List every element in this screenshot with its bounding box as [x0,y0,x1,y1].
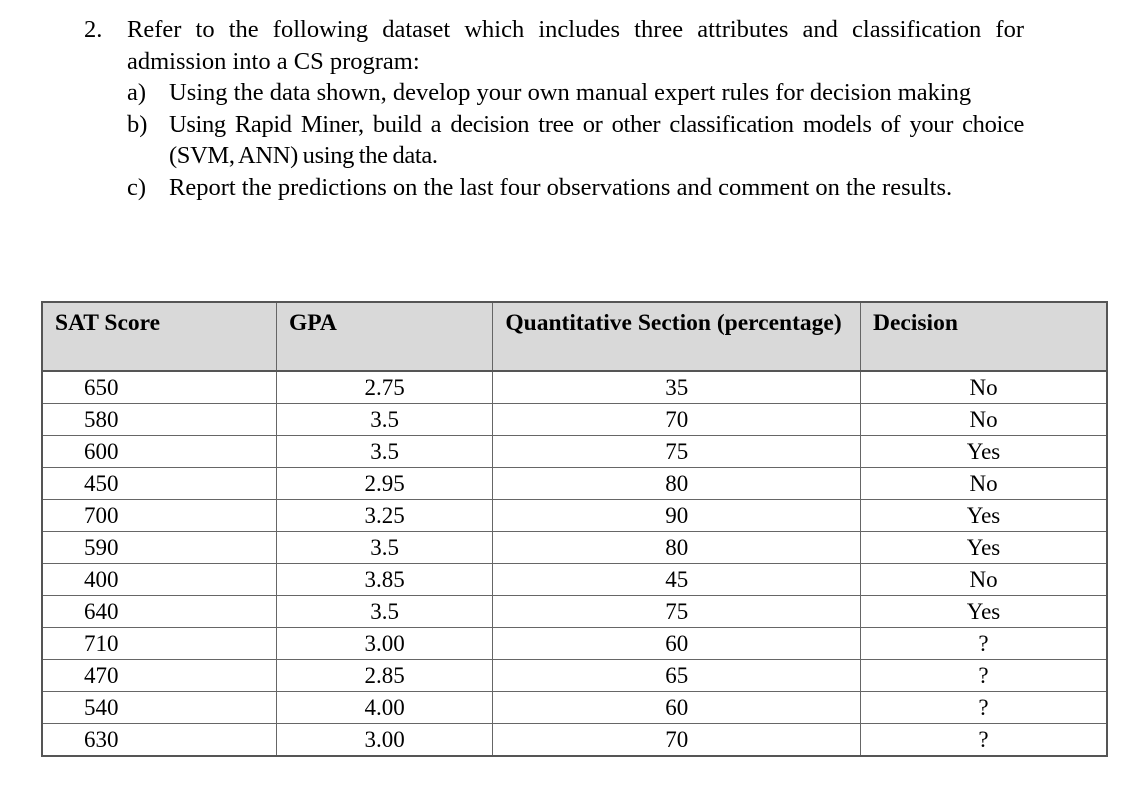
cell-sat: 590 [42,532,276,564]
cell-decision: ? [861,692,1107,724]
cell-decision: ? [861,660,1107,692]
table-row [42,660,1107,692]
table-row [42,532,1107,564]
cell-decision: Yes [861,436,1107,468]
table-row [42,692,1107,724]
header-sat-score: SAT Score [42,302,276,371]
cell-decision: No [861,468,1107,500]
cell-sat: 600 [42,436,276,468]
question-intro: Refer to the following dataset which includes three attributes and classification for admission into a CS program: [127,16,1024,75]
cell-gpa: 3.85 [276,564,492,596]
subpart-text: Report the predictions on the last four observations and comment on the results. [169,173,953,201]
cell-decision: No [861,564,1107,596]
cell-decision: ? [861,628,1107,660]
table-row [42,468,1107,500]
admission-data-table [41,301,1108,757]
question-block [84,14,1024,203]
cell-sat: 700 [42,500,276,532]
cell-sat: 640 [42,596,276,628]
subpart-b [127,109,1024,172]
cell-gpa: 3.5 [276,436,492,468]
cell-decision: Yes [861,596,1107,628]
cell-quant: 90 [493,500,861,532]
table-row [42,724,1107,757]
subpart-label: c) [127,173,147,201]
subpart-text: Using the data shown, develop your own manual expert rules for decision making [169,79,972,106]
cell-quant: 80 [493,532,861,564]
table-body [42,371,1107,756]
cell-quant: 75 [493,436,861,468]
cell-quant: 60 [493,692,861,724]
subpart-label: b) [127,110,148,138]
cell-quant: 70 [493,404,861,436]
cell-sat: 470 [42,660,276,692]
header-quantitative-section: Quantitative Section (percentage) [493,302,861,371]
table-header-row [42,302,1107,371]
table-row [42,500,1107,532]
cell-sat: 630 [42,724,276,757]
subpart-list [127,77,1024,203]
table-row [42,564,1107,596]
header-decision: Decision [861,302,1107,371]
cell-sat: 540 [42,692,276,724]
question-intro-row [84,14,1024,77]
cell-quant: 45 [493,564,861,596]
table-row [42,404,1107,436]
cell-gpa: 3.5 [276,404,492,436]
subpart-c [127,172,1024,204]
cell-sat: 650 [42,371,276,404]
cell-gpa: 2.85 [276,660,492,692]
cell-gpa: 3.25 [276,500,492,532]
table-row [42,371,1107,404]
header-gpa: GPA [276,302,492,371]
cell-quant: 65 [493,660,861,692]
cell-sat: 400 [42,564,276,596]
question-number: 2. [84,16,103,43]
cell-quant: 70 [493,724,861,757]
subpart-label: a) [127,79,147,106]
cell-decision: No [861,404,1107,436]
cell-gpa: 3.00 [276,724,492,757]
subpart-a [127,77,1024,109]
cell-decision: Yes [861,500,1107,532]
table-row [42,436,1107,468]
cell-quant: 80 [493,468,861,500]
cell-gpa: 2.75 [276,371,492,404]
cell-gpa: 3.00 [276,628,492,660]
cell-sat: 710 [42,628,276,660]
cell-gpa: 3.5 [276,596,492,628]
cell-decision: ? [861,724,1107,757]
cell-gpa: 4.00 [276,692,492,724]
cell-quant: 35 [493,371,861,404]
cell-gpa: 3.5 [276,532,492,564]
cell-sat: 450 [42,468,276,500]
cell-decision: No [861,371,1107,404]
cell-quant: 60 [493,628,861,660]
subpart-text: Using Rapid Miner, build a decision tree or other classification models of your choice (SVM, ANN) using the data. [169,110,1024,169]
cell-sat: 580 [42,404,276,436]
cell-quant: 75 [493,596,861,628]
cell-gpa: 2.95 [276,468,492,500]
table-row [42,596,1107,628]
table-row [42,628,1107,660]
cell-decision: Yes [861,532,1107,564]
